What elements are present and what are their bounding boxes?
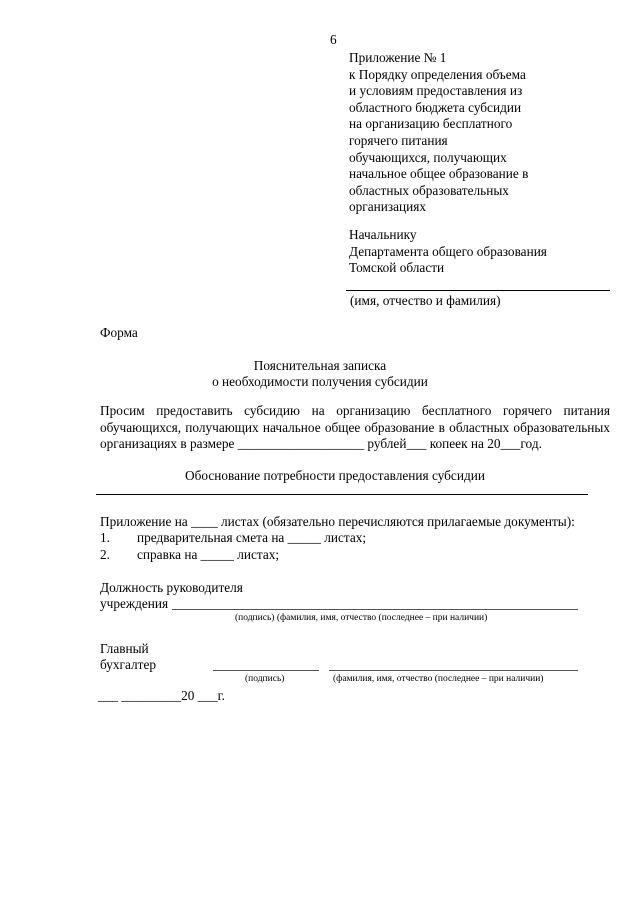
accountant-name-line xyxy=(329,670,578,671)
accountant-signature-caption: (подпись) xyxy=(245,674,285,684)
head-signature-caption: (подпись) (фамилия, имя, отчество (последнее – при наличии) xyxy=(235,613,488,623)
date-line: ___ _________20 ___г. xyxy=(98,688,225,703)
accountant-signature-line xyxy=(213,670,319,671)
head-signature-line xyxy=(172,609,578,610)
head-post-label: Должность руководителя xyxy=(100,580,243,595)
addressee-name-line xyxy=(346,290,610,291)
appendix-line: начальное общее образование в xyxy=(349,166,529,182)
appendix-line: горячего питания xyxy=(349,132,448,148)
appendix-line: и условиям предоставления из xyxy=(349,83,523,99)
request-line: обучающихся, получающих начальное общее образование в областных образовательных xyxy=(100,419,610,435)
attachment-number: 1. xyxy=(100,530,110,545)
request-line: Просим предоставить субсидию на организацию бесплатного горячего питания xyxy=(100,403,610,418)
attachments-intro: Приложение на ____ листах (обязательно перечисляются прилагаемые документы): xyxy=(100,514,575,529)
appendix-line: обучающихся, получающих xyxy=(349,149,507,165)
justification-line xyxy=(96,494,588,495)
appendix-line: областного бюджета субсидии xyxy=(349,99,522,115)
accountant-post-label: бухгалтер xyxy=(100,657,157,672)
page-number: 6 xyxy=(330,32,337,47)
accountant-post-label: Главный xyxy=(100,641,149,656)
head-post-label: учреждения xyxy=(100,596,169,611)
appendix-line: областных образовательных xyxy=(349,182,509,198)
addressee-line: Начальнику xyxy=(349,227,417,242)
addressee-block xyxy=(349,227,547,277)
appendix-line: на организацию бесплатного xyxy=(349,116,513,132)
form-label: Форма xyxy=(100,325,138,340)
appendix-block xyxy=(349,50,528,216)
attachment-item: предварительная смета на _____ листах; xyxy=(137,530,367,545)
addressee-line: Томской области xyxy=(349,260,445,276)
document-title: Пояснительная записка xyxy=(253,358,387,373)
request-paragraph xyxy=(100,403,610,453)
appendix-line: Приложение № 1 xyxy=(349,50,447,65)
appendix-line: организациях xyxy=(349,199,427,215)
attachment-item: справка на _____ листах; xyxy=(137,547,280,562)
justification-title: Обоснование потребности предоставления субсидии xyxy=(185,468,485,483)
appendix-line: к Порядку определения объема xyxy=(349,66,526,82)
addressee-line: Департамента общего образования xyxy=(349,243,547,259)
request-line: организациях в размере ___________________ рублей___ копеек на 20___год. xyxy=(100,436,542,452)
attachment-number: 2. xyxy=(100,547,110,562)
accountant-name-caption: (фамилия, имя, отчество (последнее – при наличии) xyxy=(333,674,544,684)
document-subtitle: о необходимости получения субсидии xyxy=(212,374,428,389)
addressee-caption: (имя, отчество и фамилия) xyxy=(350,293,501,308)
